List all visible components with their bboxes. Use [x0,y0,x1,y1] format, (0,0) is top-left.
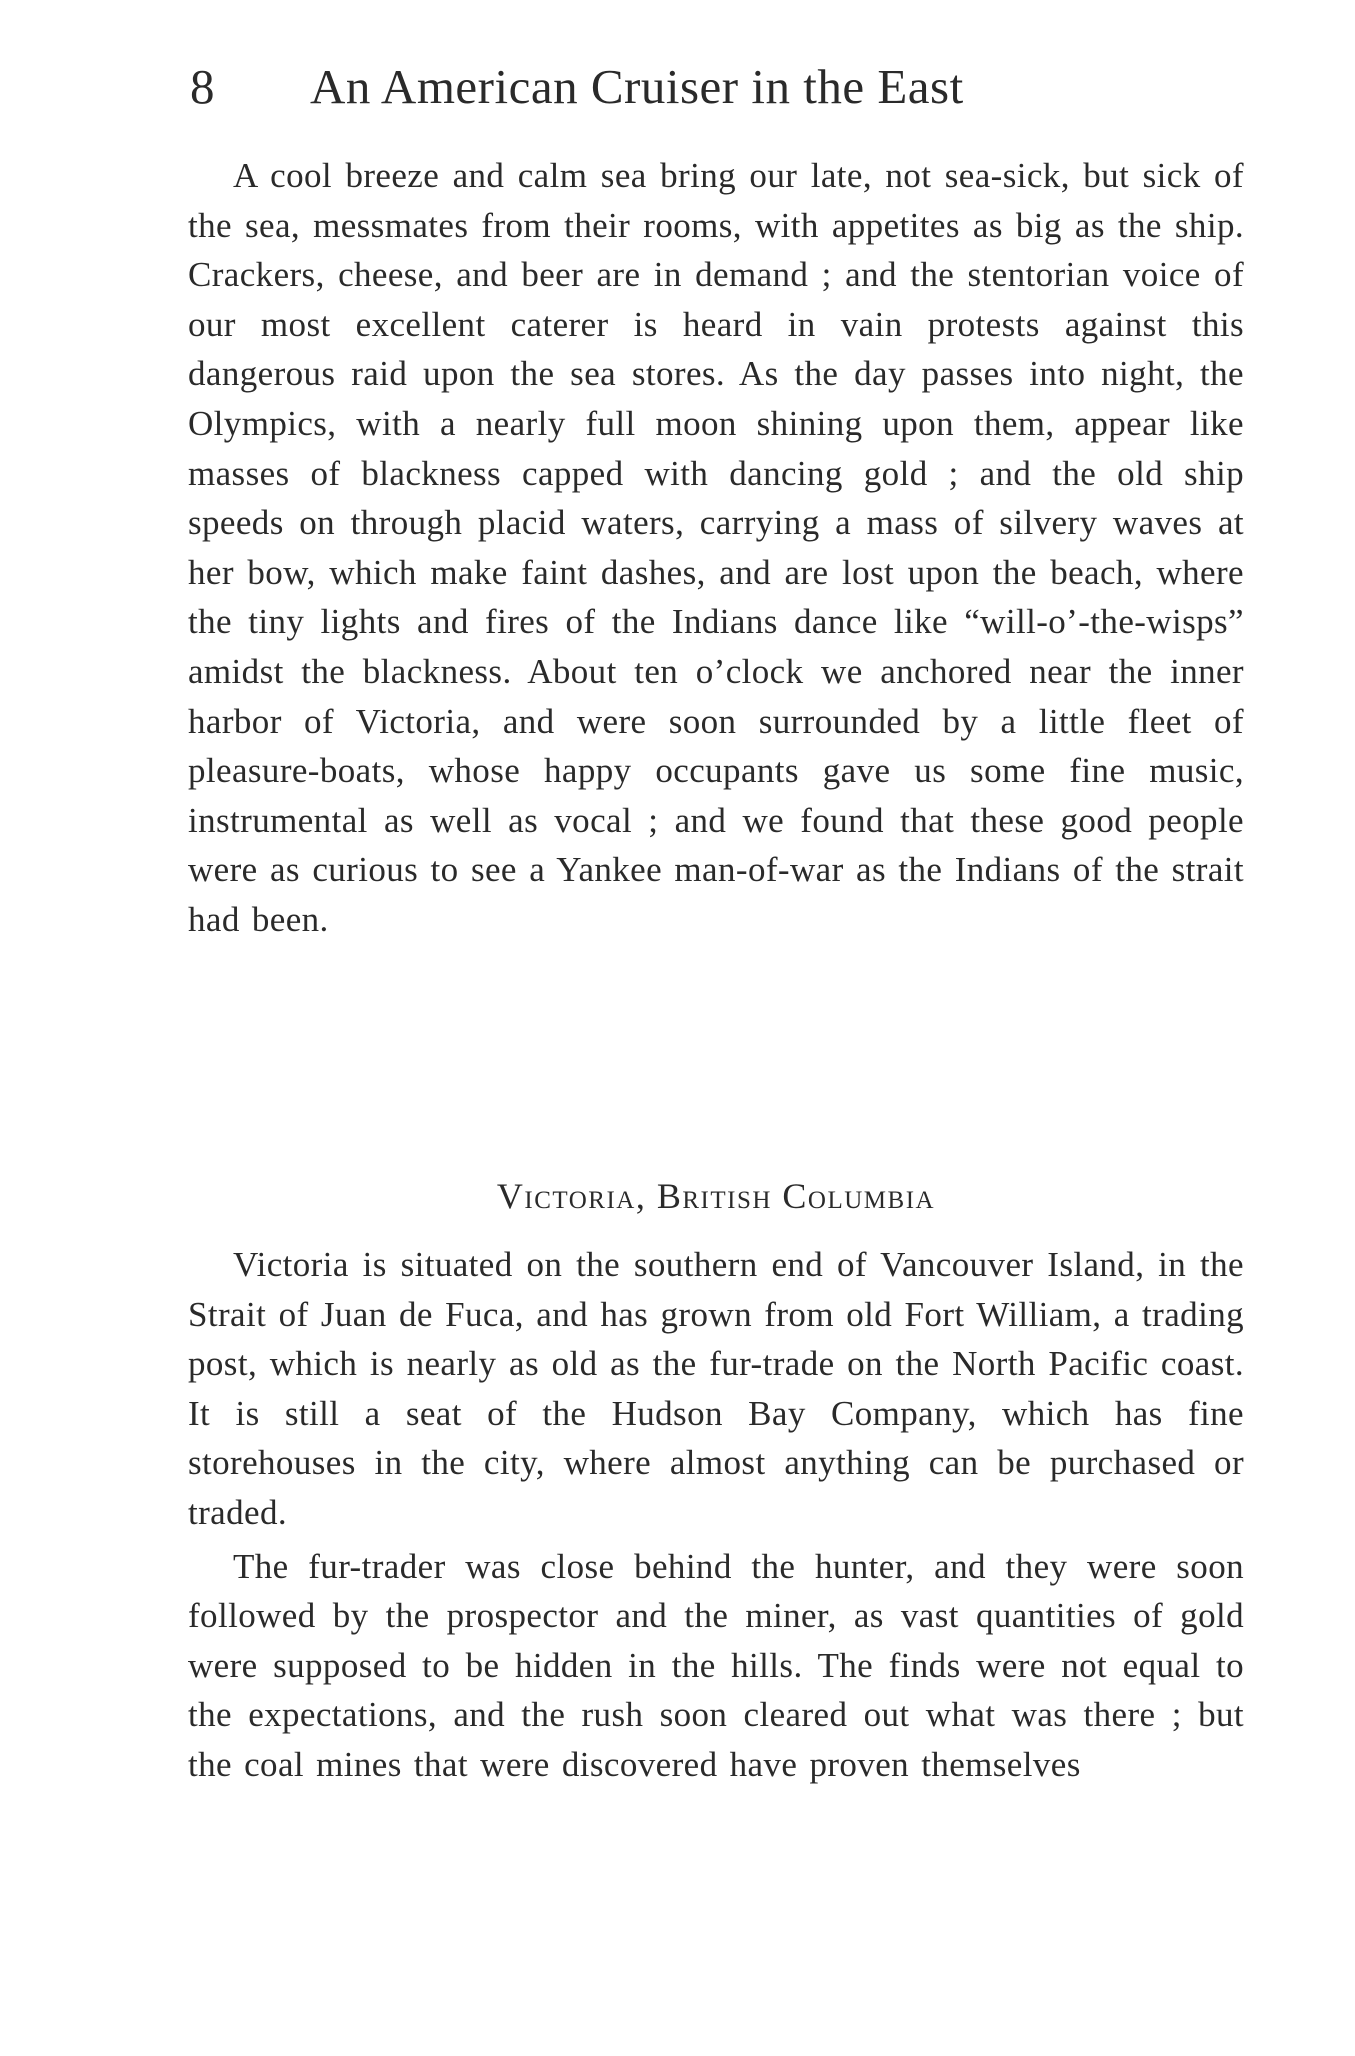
running-head [190,52,1120,122]
section-heading: Victoria, British Columbia [496,1176,936,1216]
text-block-after-heading [188,1240,1244,1790]
paragraph: The fur-trader was close behind the hunter, and they were soon followed by the prospector and the miner, as vast quantities of gold were supposed to be hidden in the hills. The finds were not equal to the expectations, and the rush soon cleared out what was there ; but the coal mines that were discovered have proven themselves [188,1546,1244,1784]
paragraph: A cool breeze and calm sea bring our late, not sea-sick, but sick of the sea, messmates from their rooms, with appetites as big as the ship. Crackers, cheese, and beer are in demand ; and the stentorian voice of our most excellent caterer is heard in vain protests against this dangerous raid upon the sea stores. As the day passes into night, the Olympics, with a nearly full moon shining upon them, appear like masses of blackness capped with dancing gold ; and the old ship speeds on through placid waters, carrying a mass of silvery waves at her bow, which make faint dashes, and are lost upon the beach, where the tiny lights and fires of the Indians dance like “will-o’-the-wisps” amidst the blackness. About ten o’clock we anchored near the inner harbor of Victoria, and were soon surrounded by a little fleet of pleasure-boats, whose happy occupants gave us some fine music, instrumental as well as vocal ; and we found that these good people were as curious to see a Yankee man-of-war as the Indians of the strait had been. [188,156,1244,939]
paragraph: Victoria is situated on the southern end of Vancouver Island, in the Strait of Juan de Fuca, and has grown from old Fort William, a trading post, which is nearly as old as the fur-trade on the North Pacific coast. It is still a seat of the Hudson Bay Company, which has fine storehouses in the city, where almost anything can be purchased or traded. [188,1245,1244,1532]
page-number: 8 [190,59,215,114]
text-block-before-heading [188,151,1244,945]
running-title: An American Cruiser in the East [310,59,964,114]
